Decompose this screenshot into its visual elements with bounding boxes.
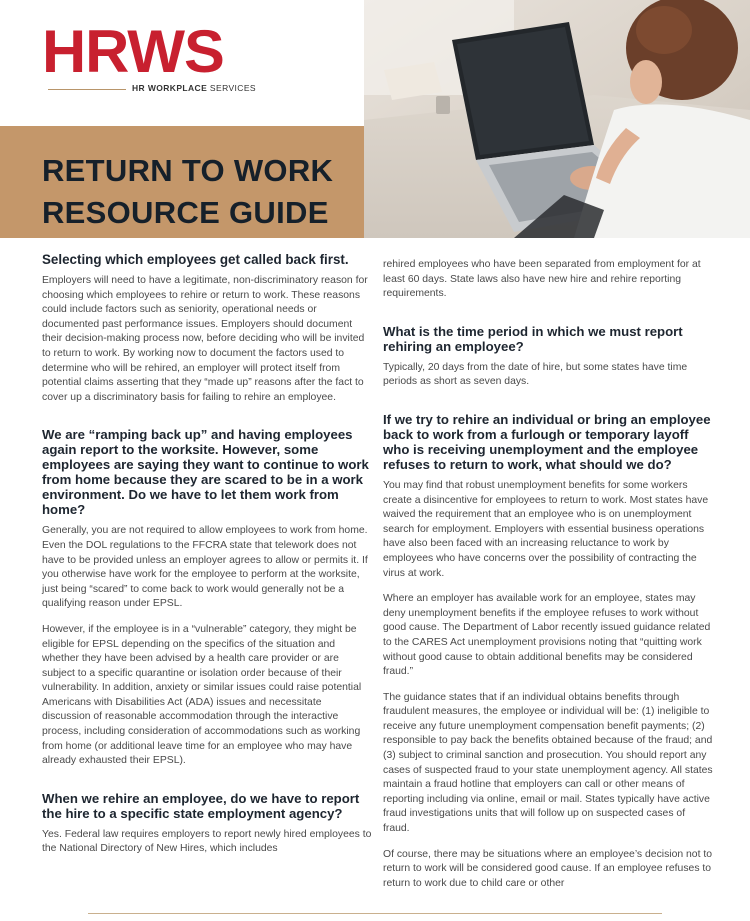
section-heading-unemployment-refusal: If we try to rehire an individual or bring an employee back to work from a furlough or temporary layoff who is receiving unemployment and the employee refuses to return to work, what should we do? [383,411,711,472]
section-heading-time-period: What is the time period in which we must report rehiring an employee? [383,323,683,354]
paragraph: The guidance states that if an individual obtains benefits through fraudulent measures, the employee or individual will be: (1) ineligible to receive any future unemployment compensation benefit payments; (2) responsible to pay back the benefits obtained because of the fraud; and (3) subject to criminal sanction and prosecution. You should report any cases of suspected fraud to your state unemployment agency. All states maintain a fraud hotline that employers can call or other means of reporting including via online, email or mail. States typically have active fraud investigations units that will follow up on suspected cases of fraud. [383,691,713,835]
title-line-2: RESOURCE GUIDE [42,195,329,230]
section-heading-selecting-employees: Selecting which employees get called back first. [42,252,349,267]
paragraph: Where an employer has available work for an employee, states may deny unemployment benefits if the employee refuses to work without good cause. The Department of Labor recently issued guidance related to the CARES Act unemployment provisions noting that “quitting work without good cause to obtain additional benefits may be considered fraud.” [383,593,711,678]
hrws-logo [42,18,256,93]
paragraph: rehired employees who have been separated from employment for at least 60 days. State laws also have new hire and rehire reporting requirements. [383,259,701,300]
left-column [42,252,372,857]
section-heading-work-from-home: We are “ramping back up” and having employees again report to the worksite. However, some employees are saying they want to continue to work from home because they are scared to be in a work environment. Do we have to let them work from home? [42,427,369,518]
paragraph: Of course, there may be situations where an employee’s decision not to return to work will be considered good cause. If an employee refuses to return to work due to child care or other [383,848,713,889]
paragraph: Generally, you are not required to allow employees to work from home. Even the DOL regulations to the FFCRA state that telework does not have to be provided unless an employer agrees to allow or permits it. If you otherwise have work for the employee to perform at the worksite, just being “scared” to come back to work would generally not be a qualifying reason under EPSL. [42,525,368,610]
paragraph: Employers will need to have a legitimate, non-discriminatory reason for choosing which employees to rehire or return to work. These reasons could include factors such as seniority, operational needs or documented past performance issues. Employers should document their decision-making process now, before deciding who will be invited to return to work. By working now to document the factors used to determine who will be rehired, an employer will protect itself from potential claims asserting that they “made up” reasons after the fact to cover up a discriminatory basis for failing to rehire an employee. [42,275,368,403]
paragraph: You may find that robust unemployment benefits for some workers create a disincentive for employees to return to work. Most states have waived the requirement that an employee who is on unemployment search for employment. Employers with essential business operations have also been faced with an increasing reluctance to work by employees who have concerns over the possibility of contracting the virus at work. [383,479,709,579]
right-column [383,258,713,891]
paragraph: Yes. Federal law requires employers to report newly hired employees to the National Directory of New Hires, which includes [42,828,372,855]
paragraph: However, if the employee is in a “vulnerable” category, they might be eligible for EPSL depending on the specifics of the situation and whether they have been advised by a health care provider or are subject to a specific quarantine or isolation order because of their vulnerability. In addition, anxiety or similar issues could raise potential Americans with Disabilities Act (ADA) issues and necessitate discussion of reasonable accommodation through the interactive process, including consideration of accommodations such as working from home (or additional leave time for an employee who may have already exhausted their EPSL). [42,623,362,767]
logo-divider [48,89,126,90]
footer-divider [88,913,662,914]
paragraph: Typically, 20 days from the date of hire, but some states have time periods as short as seven days. [383,361,688,388]
section-heading-report-hire: When we rehire an employee, do we have to report the hire to a specific state employment agency? [42,790,360,821]
page-title [42,150,362,234]
page-header [0,0,750,238]
title-line-1: RETURN TO WORK [42,153,334,188]
logo-mark: HRWS [42,18,224,85]
logo-tagline: HR WORKPLACE SERVICES [132,83,256,93]
header-photo-woman-laptop [364,0,750,238]
